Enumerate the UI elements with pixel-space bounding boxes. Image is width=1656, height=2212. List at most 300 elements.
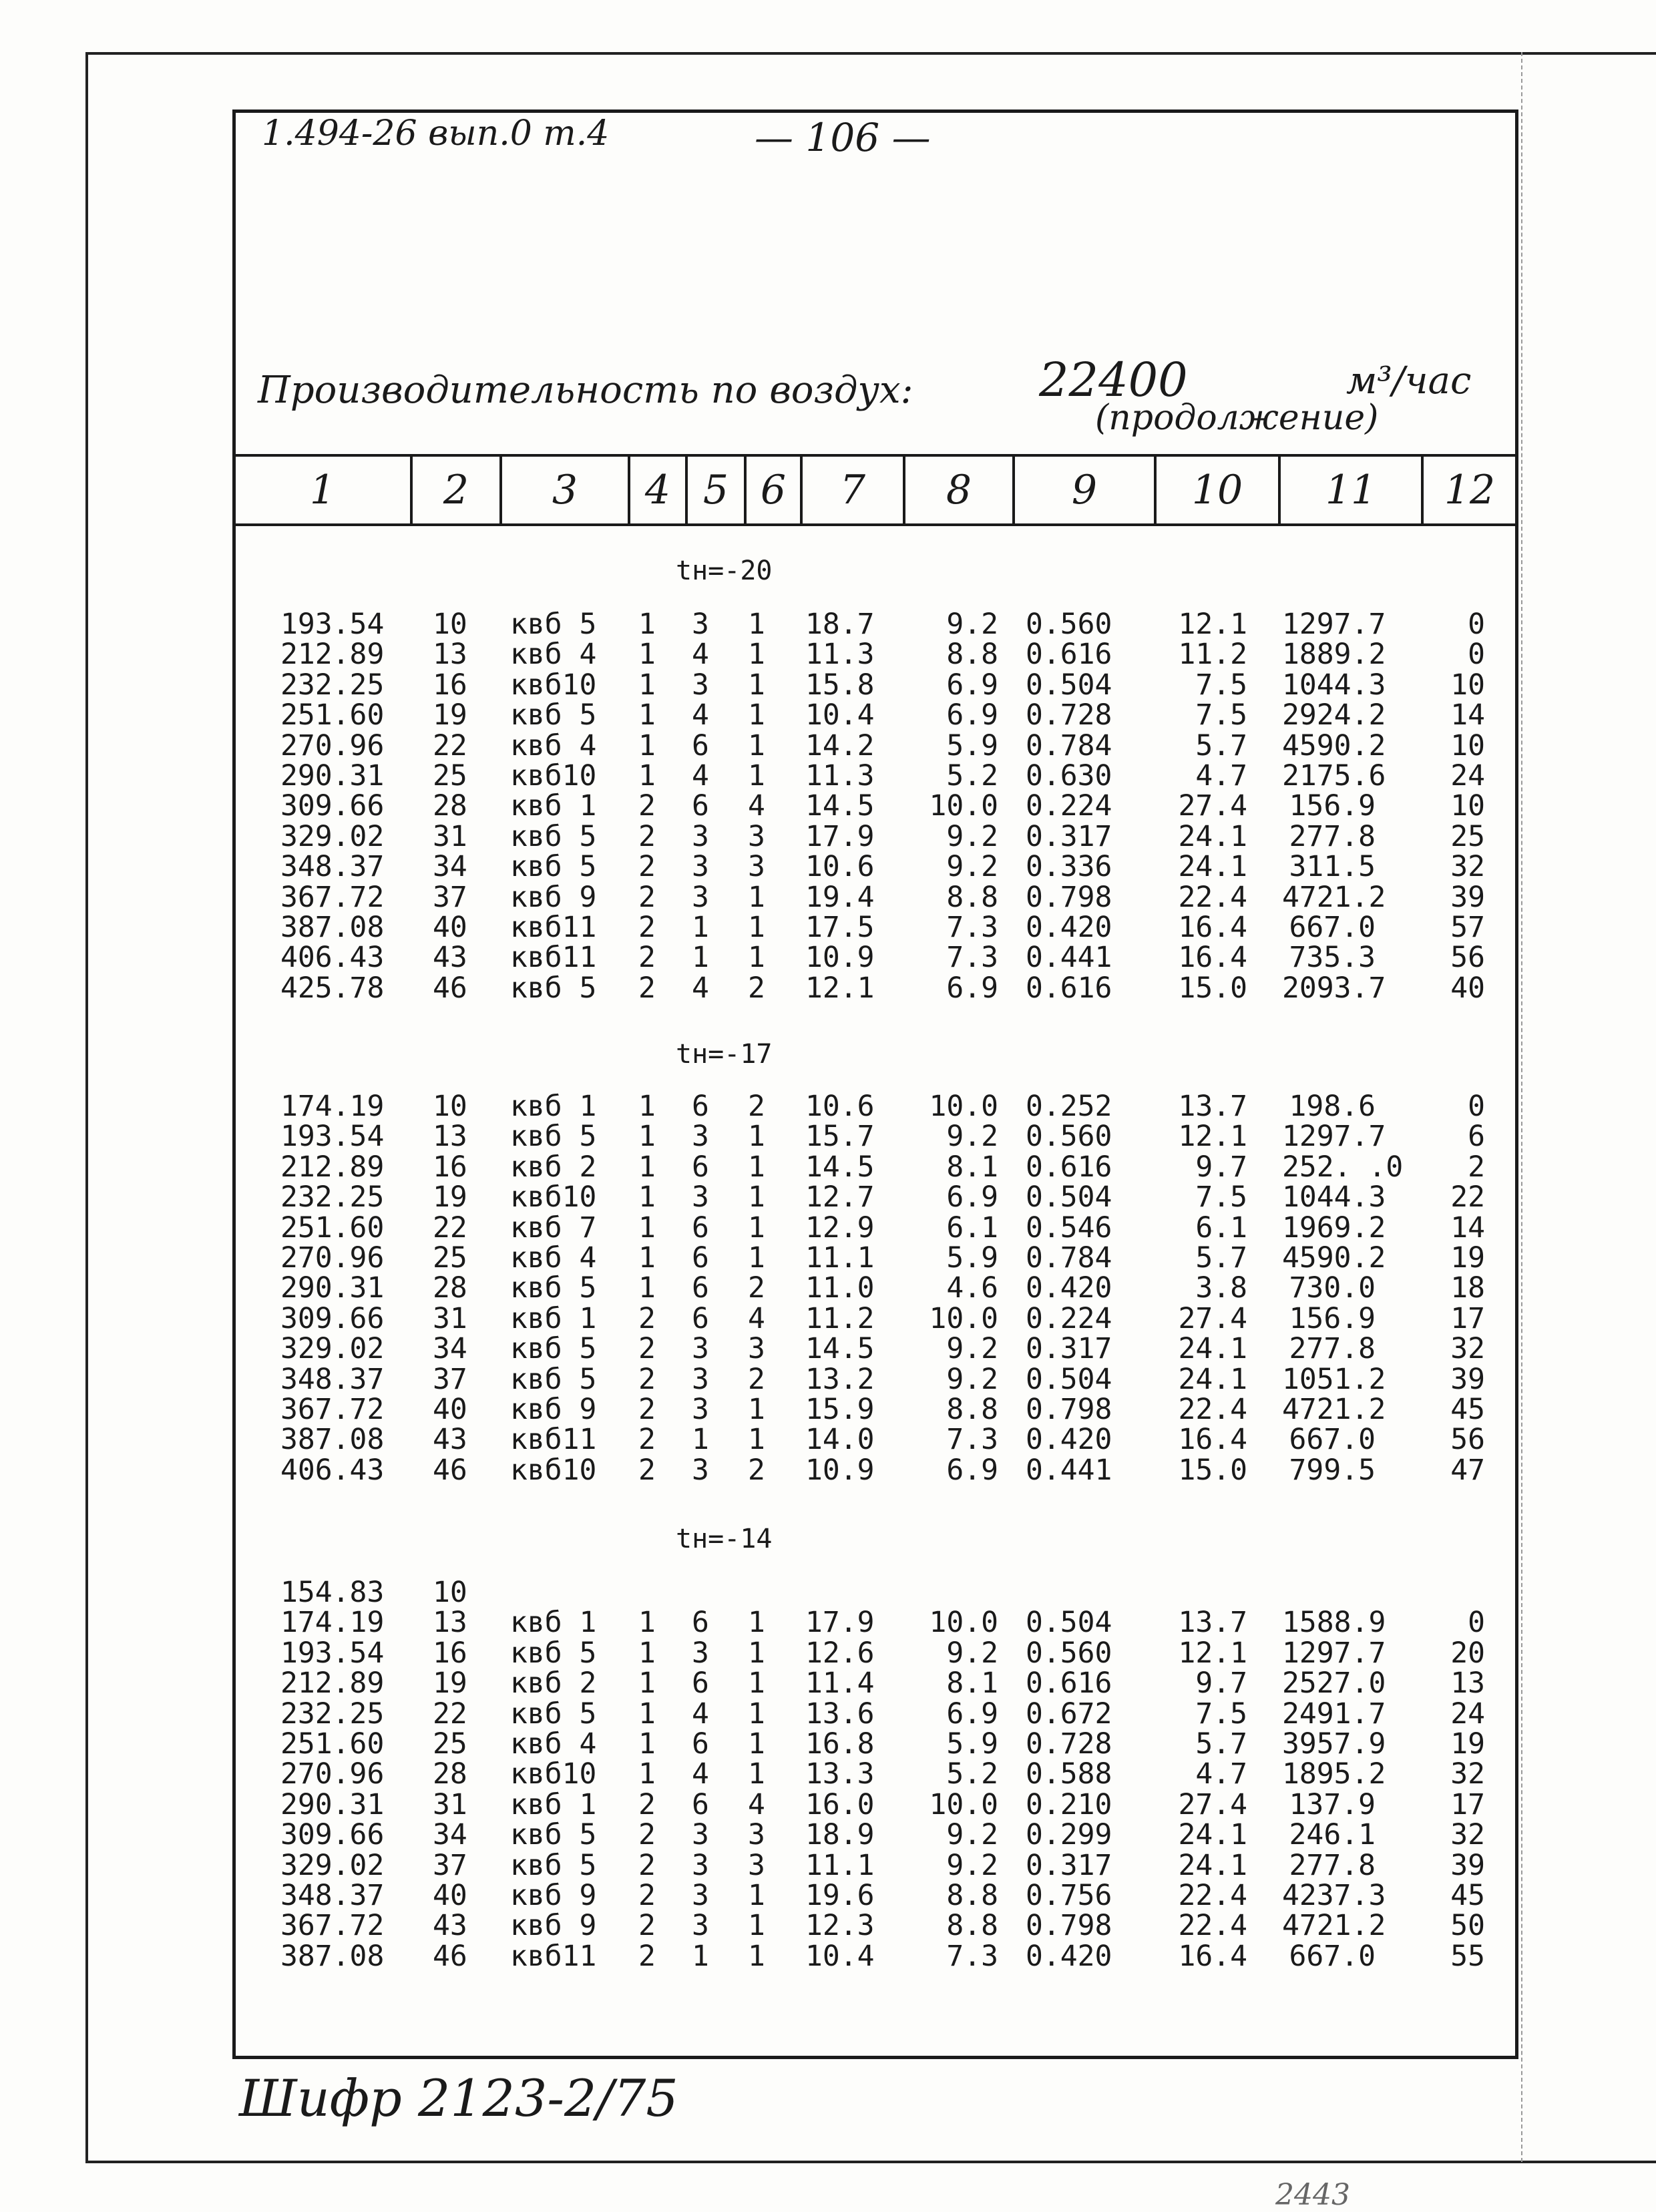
table-cell: 1	[638, 1727, 656, 1761]
table-cell: 43	[433, 1423, 467, 1456]
table-cell: 18	[1450, 1271, 1485, 1305]
table-cell: 32	[1450, 850, 1485, 883]
table-cell: 15.8	[805, 668, 875, 702]
table-cell: 3	[692, 1363, 709, 1396]
table-cell: 19	[433, 1180, 467, 1214]
table-cell: 3	[692, 1636, 709, 1670]
table-cell: 5.9	[946, 1241, 998, 1275]
column-header: 10	[1154, 457, 1278, 523]
table-cell: 1588.9	[1282, 1606, 1386, 1639]
table-cell: 17.9	[805, 1606, 875, 1639]
table-cell: 6.9	[946, 1697, 998, 1731]
table-cell: 12.1	[1178, 1636, 1247, 1670]
table-cell: 39	[1450, 881, 1485, 914]
table-cell: 1	[692, 1940, 709, 1973]
table-cell: 40	[433, 1393, 467, 1426]
table-cell: 3957.9	[1282, 1727, 1386, 1761]
table-cell: 0.420	[1026, 1271, 1112, 1305]
table-cell: 4.7	[1195, 1757, 1247, 1791]
table-cell: 6	[692, 1271, 709, 1305]
table-cell: 14.5	[805, 789, 875, 823]
table-cell: 9.2	[946, 1849, 998, 1882]
table-cell: 3	[692, 1332, 709, 1365]
table-cell: 6	[692, 1788, 709, 1821]
table-cell: 4	[692, 638, 709, 671]
table-cell: 11.1	[805, 1241, 875, 1275]
table-row	[0, 1455, 1656, 1486]
table-cell: 34	[433, 1332, 467, 1365]
table-cell: 5.7	[1195, 729, 1247, 762]
table-cell: 13	[433, 1120, 467, 1153]
table-cell: квб 5	[510, 1636, 597, 1670]
table-cell: 11.2	[805, 1302, 875, 1335]
table-cell: 16.4	[1178, 1940, 1247, 1973]
table-cell: 1	[692, 1423, 709, 1456]
table-row	[0, 639, 1656, 670]
table-cell: 1	[638, 668, 656, 702]
table-cell: 5.2	[946, 1757, 998, 1791]
table-row	[0, 1091, 1656, 1122]
outer-frame-top-line	[85, 52, 1656, 55]
table-cell: 0.224	[1026, 1302, 1112, 1335]
table-row	[0, 609, 1656, 640]
table-row	[0, 1394, 1656, 1425]
table-row	[0, 700, 1656, 730]
table-cell: 11.3	[805, 759, 875, 793]
table-cell: 2924.2	[1282, 698, 1386, 732]
table-cell: 14.0	[805, 1423, 875, 1456]
table-cell: 4237.3	[1282, 1879, 1386, 1912]
table-row	[0, 1910, 1656, 1941]
table-cell: 1	[748, 759, 765, 793]
table-cell: 43	[433, 1909, 467, 1942]
table-cell: 6	[692, 1606, 709, 1639]
table-cell: 9.2	[946, 850, 998, 883]
table-cell: квб 5	[510, 820, 597, 853]
column-header: 6	[744, 457, 800, 523]
table-cell: 251.60	[280, 698, 385, 732]
table-cell: 1	[748, 608, 765, 641]
column-header: 12	[1421, 457, 1516, 523]
table-cell: 11.4	[805, 1667, 875, 1700]
table-row	[0, 1789, 1656, 1820]
table-cell: квб11	[510, 911, 597, 944]
table-cell: 19	[1450, 1241, 1485, 1275]
table-cell: 0.728	[1026, 698, 1112, 732]
table-cell: 3	[692, 1909, 709, 1942]
table-cell: 2491.7	[1282, 1697, 1386, 1731]
table-cell: 3	[692, 1393, 709, 1426]
table-cell: квб 2	[510, 1667, 597, 1700]
table-cell: 387.08	[280, 911, 385, 944]
table-cell: 1	[748, 729, 765, 762]
table-cell: 1	[638, 1180, 656, 1214]
table-cell: 10	[1450, 668, 1485, 702]
table-cell: 309.66	[280, 789, 385, 823]
table-cell: 0.798	[1026, 881, 1112, 914]
table-cell: квб10	[510, 1454, 597, 1487]
table-row	[0, 670, 1656, 700]
table-cell: 6	[1468, 1120, 1485, 1153]
table-cell: 174.19	[280, 1606, 385, 1639]
table-cell: 2	[638, 911, 656, 944]
table-cell: 2	[638, 820, 656, 853]
table-cell: 4	[748, 1788, 765, 1821]
table-cell: 0.616	[1026, 971, 1112, 1005]
table-cell: 1	[748, 1879, 765, 1912]
table-cell: 22	[433, 729, 467, 762]
table-cell: 212.89	[280, 1150, 385, 1184]
table-cell: 1051.2	[1282, 1363, 1386, 1396]
table-cell: 1	[638, 1120, 656, 1153]
table-cell: квб 5	[510, 850, 597, 883]
column-header: 11	[1278, 457, 1421, 523]
table-cell: 0.798	[1026, 1393, 1112, 1426]
table-cell: квб 2	[510, 1150, 597, 1184]
table-cell: 13	[433, 638, 467, 671]
table-cell: 0.210	[1026, 1788, 1112, 1821]
table-cell: 45	[1450, 1393, 1485, 1426]
table-cell: 9.7	[1195, 1667, 1247, 1700]
table-cell: 45	[1450, 1879, 1485, 1912]
table-cell: 2	[638, 971, 656, 1005]
table-cell: 15.9	[805, 1393, 875, 1426]
table-cell: 32	[1450, 1332, 1485, 1365]
table-cell: 2	[748, 1363, 765, 1396]
table-cell: 8.1	[946, 1150, 998, 1184]
table-cell: 1	[692, 941, 709, 974]
table-cell: 9.7	[1195, 1150, 1247, 1184]
table-cell: 22.4	[1178, 1879, 1247, 1912]
table-row	[0, 1699, 1656, 1729]
table-cell: 28	[433, 1271, 467, 1305]
table-cell: 232.25	[280, 668, 385, 702]
table-cell: квб 5	[510, 1697, 597, 1731]
table-cell: 0.504	[1026, 1363, 1112, 1396]
table-cell: 4	[692, 1757, 709, 1791]
table-cell: 6	[692, 1241, 709, 1275]
table-cell: 4590.2	[1282, 729, 1386, 762]
table-cell: 348.37	[280, 1363, 385, 1396]
table-cell: 1	[638, 759, 656, 793]
table-cell: 34	[433, 1818, 467, 1851]
table-cell: 2	[638, 1909, 656, 1942]
table-cell: 3	[692, 881, 709, 914]
table-cell: 1	[692, 911, 709, 944]
table-cell: квб 9	[510, 1909, 597, 1942]
table-cell: 0.784	[1026, 1241, 1112, 1275]
column-header: 9	[1012, 457, 1154, 523]
table-cell: квб10	[510, 759, 597, 793]
table-cell: 12.1	[805, 971, 875, 1005]
table-cell: квб 1	[510, 1788, 597, 1821]
table-cell: 1	[748, 881, 765, 914]
table-cell: 6	[692, 1090, 709, 1123]
table-cell: 3	[692, 850, 709, 883]
table-cell: квб10	[510, 668, 597, 702]
table-cell: 10.9	[805, 941, 875, 974]
table-cell: 16.8	[805, 1727, 875, 1761]
table-cell: 1	[638, 1667, 656, 1700]
table-row	[0, 1273, 1656, 1303]
table-cell: 13.7	[1178, 1090, 1247, 1123]
table-cell: 1889.2	[1282, 638, 1386, 671]
table-cell: 232.25	[280, 1697, 385, 1731]
table-cell: 4.6	[946, 1271, 998, 1305]
table-cell: 198.6	[1289, 1090, 1376, 1123]
table-cell: 7.5	[1195, 698, 1247, 732]
table-cell: квб 5	[510, 1818, 597, 1851]
table-cell: 2	[748, 1454, 765, 1487]
table-cell: 1895.2	[1282, 1757, 1386, 1791]
table-cell: 2	[1468, 1150, 1485, 1184]
table-cell: 1044.3	[1282, 1180, 1386, 1214]
section-title: tн=-14	[676, 1524, 773, 1554]
table-cell: 24.1	[1178, 1849, 1247, 1882]
table-cell: 0.756	[1026, 1879, 1112, 1912]
table-cell: 10.6	[805, 1090, 875, 1123]
table-cell: 9.2	[946, 1332, 998, 1365]
table-cell: 0.336	[1026, 850, 1112, 883]
table-cell: 3	[748, 850, 765, 883]
table-cell: квб 4	[510, 638, 597, 671]
table-cell: 5.7	[1195, 1727, 1247, 1761]
table-cell: 1	[638, 1150, 656, 1184]
table-cell: 2	[638, 881, 656, 914]
table-cell: 19.4	[805, 881, 875, 914]
table-row	[0, 851, 1656, 882]
table-cell: квб 5	[510, 1271, 597, 1305]
table-cell: 2	[638, 1849, 656, 1882]
table-cell: 193.54	[280, 1636, 385, 1670]
table-cell: 24	[1450, 759, 1485, 793]
table-cell: 3	[692, 1849, 709, 1882]
table-cell: 0.252	[1026, 1090, 1112, 1123]
table-cell: 25	[433, 1727, 467, 1761]
table-row	[0, 1121, 1656, 1152]
table-cell: 4	[692, 698, 709, 732]
table-row	[0, 1729, 1656, 1759]
table-cell: 24.1	[1178, 820, 1247, 853]
table-row	[0, 1364, 1656, 1395]
table-cell: 40	[1450, 971, 1485, 1005]
table-cell: 387.08	[280, 1423, 385, 1456]
table-cell: 14.5	[805, 1150, 875, 1184]
table-cell: 8.8	[946, 638, 998, 671]
table-cell: 11.0	[805, 1271, 875, 1305]
table-cell: 24	[1450, 1697, 1485, 1731]
table-cell: 10	[1450, 729, 1485, 762]
table-cell: 0.317	[1026, 1849, 1112, 1882]
table-cell: 2	[638, 1879, 656, 1912]
table-cell: 50	[1450, 1909, 1485, 1942]
table-cell: 25	[433, 759, 467, 793]
table-cell: 2	[638, 1302, 656, 1335]
table-row	[0, 1880, 1656, 1911]
table-cell: 0.560	[1026, 1636, 1112, 1670]
table-cell: 19.6	[805, 1879, 875, 1912]
table-cell: квб 1	[510, 1090, 597, 1123]
column-header: 4	[628, 457, 685, 523]
table-cell: 15.0	[1178, 1454, 1247, 1487]
table-cell: 5.9	[946, 1727, 998, 1761]
table-cell: квб 4	[510, 1241, 597, 1275]
table-cell: квб 9	[510, 1879, 597, 1912]
table-cell: 1297.7	[1282, 1636, 1386, 1670]
outer-frame-bottom-line	[85, 2161, 1656, 2163]
table-cell: 290.31	[280, 1788, 385, 1821]
table-cell: 12.6	[805, 1636, 875, 1670]
table-cell: 13	[433, 1606, 467, 1639]
table-cell: 1	[748, 638, 765, 671]
table-cell: 10.4	[805, 698, 875, 732]
table-cell: 3	[692, 608, 709, 641]
table-cell: 17.9	[805, 820, 875, 853]
table-cell: 22.4	[1178, 1393, 1247, 1426]
table-cell: 1	[638, 1241, 656, 1275]
table-cell: 277.8	[1289, 1332, 1376, 1365]
table-cell: 0.441	[1026, 1454, 1112, 1487]
table-cell: 18.7	[805, 608, 875, 641]
table-cell: 3	[692, 1120, 709, 1153]
table-cell: 3	[748, 1849, 765, 1882]
table-cell: 16.0	[805, 1788, 875, 1821]
table-cell: 46	[433, 1454, 467, 1487]
table-cell: 0.728	[1026, 1727, 1112, 1761]
table-cell: 0.784	[1026, 729, 1112, 762]
table-cell: 1	[748, 1150, 765, 1184]
table-cell: 22	[1450, 1180, 1485, 1214]
table-cell: 46	[433, 971, 467, 1005]
table-cell: 31	[433, 820, 467, 853]
column-header: 3	[499, 457, 628, 523]
table-cell: 31	[433, 1788, 467, 1821]
table-cell: 7.3	[946, 1940, 998, 1973]
table-cell: 18.9	[805, 1818, 875, 1851]
table-cell: 1	[748, 1909, 765, 1942]
table-cell: 1	[638, 1211, 656, 1245]
air-flow-unit: м³/час	[1346, 359, 1472, 403]
table-cell: 28	[433, 1757, 467, 1791]
table-cell: 387.08	[280, 1940, 385, 1973]
table-cell: 6.9	[946, 1180, 998, 1214]
table-cell: квб 4	[510, 1727, 597, 1761]
table-cell: 1	[748, 1697, 765, 1731]
table-cell: 246.1	[1289, 1818, 1376, 1851]
table-cell: 6	[692, 1150, 709, 1184]
table-cell: 2	[638, 1332, 656, 1365]
table-cell: 3	[692, 1454, 709, 1487]
table-row	[0, 1850, 1656, 1881]
table-cell: 1	[748, 911, 765, 944]
table-cell: 46	[433, 1940, 467, 1973]
table-caption: Производительность по воздух:	[258, 369, 913, 412]
table-row	[0, 1819, 1656, 1850]
table-cell: 193.54	[280, 608, 385, 641]
column-header: 5	[685, 457, 744, 523]
table-cell: 12.1	[1178, 1120, 1247, 1153]
table-cell: 290.31	[280, 759, 385, 793]
table-cell: 4.7	[1195, 759, 1247, 793]
table-cell: 24.1	[1178, 1363, 1247, 1396]
table-cell: 3	[692, 1818, 709, 1851]
table-cell: 16.4	[1178, 941, 1247, 974]
table-row	[0, 1333, 1656, 1364]
table-cell: 1	[638, 1090, 656, 1123]
table-row	[0, 760, 1656, 791]
table-cell: 2	[638, 1363, 656, 1396]
table-cell: 2	[638, 789, 656, 823]
table-cell: 13.3	[805, 1757, 875, 1791]
table-cell: 252. .0	[1282, 1150, 1404, 1184]
section-title: tн=-20	[676, 556, 773, 586]
table-cell: 277.8	[1289, 1849, 1376, 1882]
table-cell: 7.3	[946, 941, 998, 974]
table-cell: 22	[433, 1697, 467, 1731]
table-cell: 31	[433, 1302, 467, 1335]
table-cell: 16.4	[1178, 911, 1247, 944]
table-cell: 25	[433, 1241, 467, 1275]
table-cell: 3	[692, 820, 709, 853]
table-cell: 3	[692, 668, 709, 702]
table-cell: 5.7	[1195, 1241, 1247, 1275]
table-cell: 37	[433, 881, 467, 914]
table-cell: 6	[692, 729, 709, 762]
table-cell: 311.5	[1289, 850, 1376, 883]
table-cell: 5.2	[946, 759, 998, 793]
table-cell: 367.72	[280, 1393, 385, 1426]
table-cell: 1	[748, 941, 765, 974]
table-cell: 56	[1450, 1423, 1485, 1456]
table-row	[0, 730, 1656, 761]
table-cell: 1	[638, 729, 656, 762]
section-title: tн=-17	[676, 1039, 773, 1070]
table-cell: 1	[748, 1636, 765, 1670]
table-cell: 2	[638, 941, 656, 974]
table-cell: 7.5	[1195, 668, 1247, 702]
table-cell: 2	[748, 1090, 765, 1123]
cipher-stamp: Шифр 2123-2/75	[239, 2068, 678, 2128]
table-cell: 24.1	[1178, 1332, 1247, 1365]
table-cell: квб10	[510, 1757, 597, 1791]
table-row	[0, 912, 1656, 943]
table-cell: 6	[692, 1302, 709, 1335]
table-cell: 7.3	[946, 1423, 998, 1456]
table-cell: 27.4	[1178, 1302, 1247, 1335]
table-cell: 1	[748, 1393, 765, 1426]
table-cell: 14	[1450, 1211, 1485, 1245]
table-cell: 799.5	[1289, 1454, 1376, 1487]
table-cell: квб 5	[510, 608, 597, 641]
table-cell: 1	[748, 1667, 765, 1700]
table-cell: 3	[748, 820, 765, 853]
table-cell: 0.317	[1026, 1332, 1112, 1365]
table-cell: 0.560	[1026, 1120, 1112, 1153]
table-cell: 6.9	[946, 668, 998, 702]
table-row	[0, 942, 1656, 973]
table-cell: 1044.3	[1282, 668, 1386, 702]
table-cell: 156.9	[1289, 789, 1376, 823]
table-cell: 270.96	[280, 729, 385, 762]
table-cell: 0	[1468, 1090, 1485, 1123]
table-cell: 37	[433, 1363, 467, 1396]
table-cell: 0.420	[1026, 911, 1112, 944]
table-cell: 10	[433, 1090, 467, 1123]
table-cell: квб 1	[510, 789, 597, 823]
table-cell: 14	[1450, 698, 1485, 732]
table-cell: 667.0	[1289, 911, 1376, 944]
table-cell: 0.504	[1026, 668, 1112, 702]
